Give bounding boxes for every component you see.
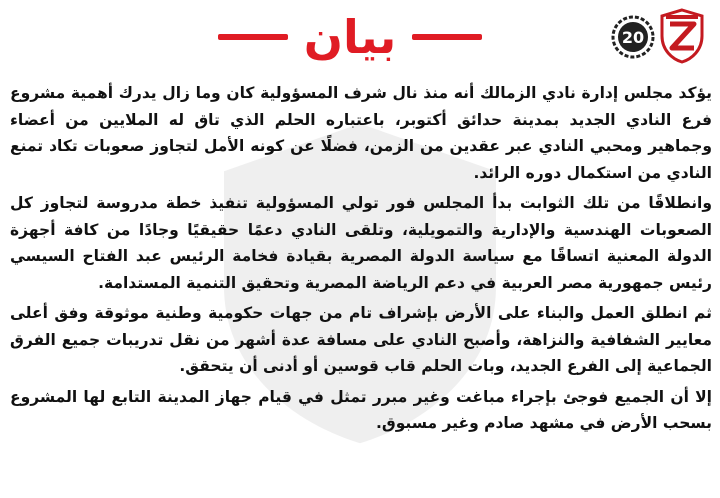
statement-body <box>10 80 712 441</box>
title-divider-left <box>218 34 288 40</box>
badge-number: 20 <box>621 28 645 47</box>
paragraph: ثم انطلق العمل والبناء على الأرض بإشراف تام من جهات حكومية وطنية موثوقة وفق أعلى معايير الشفافية والنزاهة، وأصبح النادي على مسافة عدة أشهر من نقل تدريبات جميع الفرق الجماعية إلى الفرع الجديد، وبات الحلم قاب قوسين أو أدنى أن يتحقق. <box>10 304 712 375</box>
header <box>0 0 720 76</box>
title-divider-right <box>412 34 482 40</box>
page-title: بيان <box>303 10 397 64</box>
anniversary-badge <box>610 14 656 60</box>
zamalek-logo <box>658 8 706 64</box>
paragraph: وانطلاقًا من تلك الثوابت بدأ المجلس فور تولي المسؤولية تنفيذ خطة مدروسة لتجاوز كل الصعوبات الهندسية والإدارية والتمويلية، وتلقى النادي دعمًا حقيقيًا وجادًا من كافة أجهزة الدولة المعنية اتساقًا مع سياسة الدولة المصرية بقيادة فخامة الرئيس عبد الفتاح السيسي رئيس جمهورية مصر العربية في دعم الرياضة المصرية وتحقيق التنمية المستدامة. <box>10 194 712 292</box>
paragraph: إلا أن الجميع فوجئ بإجراء مباغت وغير مبرر تمثل في قيام جهاز المدينة التابع لها المشروع بسحب الأرض في مشهد صادم وغير مسبوق. <box>10 387 712 432</box>
paragraph: يؤكد مجلس إدارة نادي الزمالك أنه منذ نال شرف المسؤولية كان وما زال يدرك أهمية مشروع فرع النادي الجديد بمدينة حدائق أكتوبر، باعتباره الحلم الذي تاق له الملايين من أعضاء وجماهير ومحبي النادي عبر عقدين من الزمن، فضلًا عن كونه الأمل لتجاوز صعوبات تكاد تمنع النادي من استكمال دوره الرائد. <box>10 84 712 182</box>
title-block <box>200 6 500 68</box>
